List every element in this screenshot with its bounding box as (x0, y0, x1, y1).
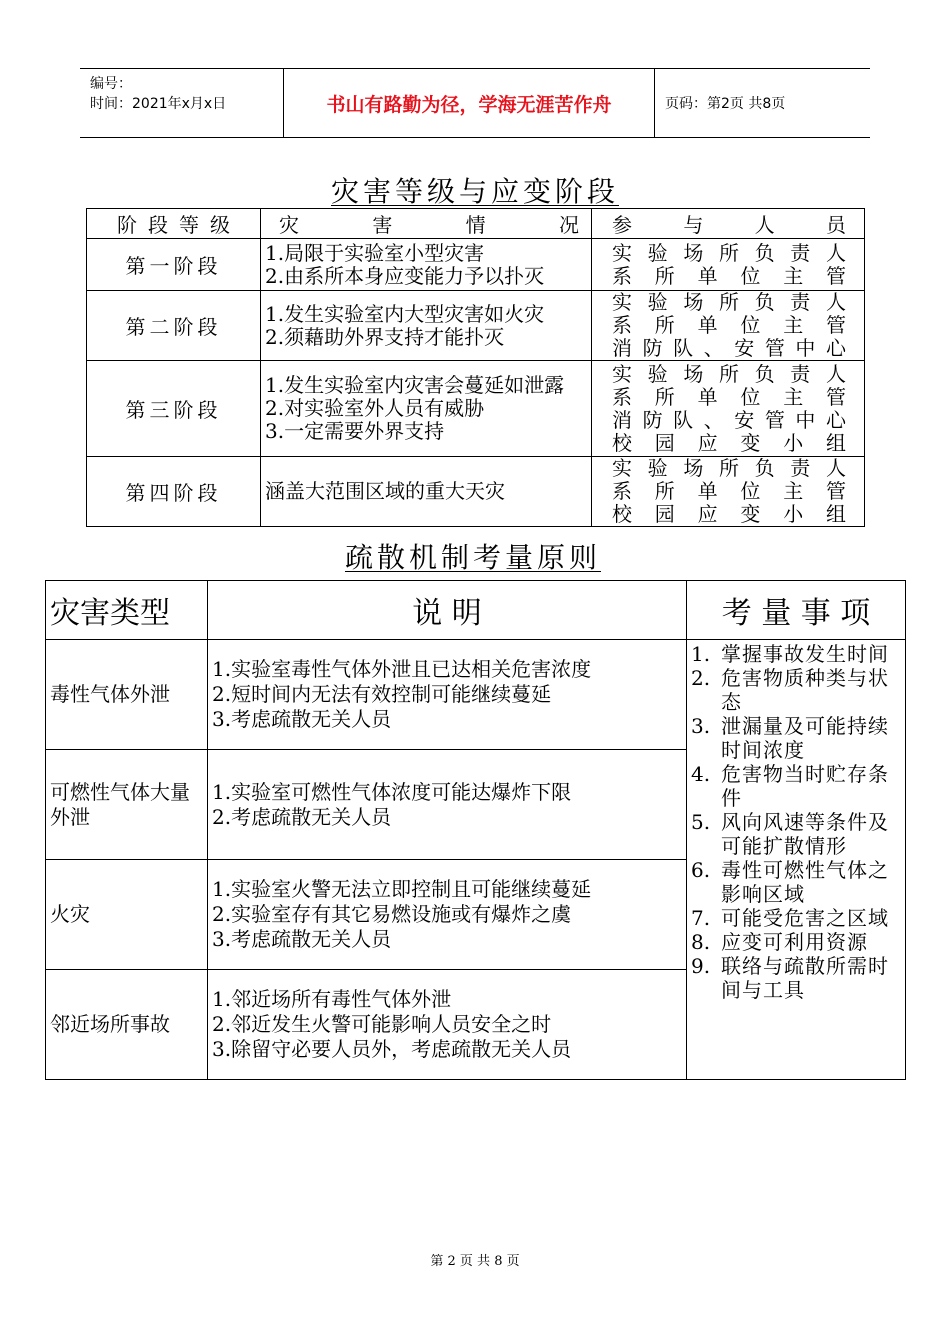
participant-line: 消 防 队 、 安 管 中 心 (612, 407, 846, 432)
stage-level-cell: 第三阶段 (87, 361, 261, 457)
disaster-type-cell: 可燃性气体大量外泄 (46, 750, 208, 860)
stage-level-cell: 第四阶段 (87, 457, 261, 527)
stage-level-cell: 第一阶段 (87, 239, 261, 291)
participant-line: 实 验 场 所 负 责 人 (612, 240, 846, 265)
list-item (687, 810, 905, 858)
disaster-situation-cell (261, 361, 592, 457)
list-item (687, 906, 905, 930)
description-cell (208, 750, 687, 860)
disaster-type-cell: 毒性气体外泄 (46, 640, 208, 750)
table-row (87, 457, 865, 527)
consideration-text: 危害物质种类与状态 (721, 666, 889, 714)
consideration-number: 1. (691, 642, 711, 666)
list-item (687, 930, 905, 954)
participants-cell (592, 291, 865, 361)
participant-line: 系 所 单 位 主 管 (612, 384, 846, 409)
header-disaster-situation: 灾 害 情 况 (261, 209, 592, 239)
table-row (87, 291, 865, 361)
header-meta (80, 69, 284, 137)
list-item (687, 642, 905, 666)
consideration-number: 6. (691, 858, 711, 882)
consideration-text: 应变可利用资源 (721, 930, 868, 954)
section-title-evacuation: 疏散机制考量原则 (344, 541, 601, 574)
description-line: 2.考虑疏散无关人员 (212, 804, 392, 829)
consideration-number: 5. (691, 810, 711, 834)
description-cell (208, 860, 687, 970)
document-number-label: 编号： (90, 76, 132, 92)
header-stage-level: 阶 段 等 级 (87, 209, 261, 239)
table-header-row (87, 209, 865, 239)
disaster-level-table (86, 208, 865, 527)
situation-line: 1.发生实验室内大型灾害如火灾 (265, 301, 545, 326)
description-line: 2.邻近发生火警可能影响人员安全之时 (212, 1012, 552, 1036)
description-line: 1.实验室火警无法立即控制且可能继续蔓延 (212, 877, 592, 901)
consideration-text: 泄漏量及可能持续时间浓度 (721, 714, 889, 762)
participant-line: 消 防 队 、 安 管 中 心 (612, 336, 846, 360)
situation-line: 3.一定需要外界支持 (265, 419, 445, 443)
participant-line: 系 所 单 位 主 管 (612, 313, 846, 337)
header-page-label: 页码：第2页 共8页 (665, 96, 786, 112)
evacuation-principles-table (45, 580, 906, 1080)
list-item (687, 666, 905, 714)
consideration-text: 掌握事故发生时间 (721, 642, 889, 666)
disaster-situation-cell (261, 291, 592, 361)
situation-line: 涵盖大范围区域的重大天灾 (265, 479, 505, 503)
table-header-row (46, 581, 906, 640)
description-cell (208, 970, 687, 1080)
description-line: 3.除留守必要人员外，考虑疏散无关人员 (212, 1037, 572, 1061)
header-description: 说 明 (208, 581, 687, 640)
participants-cell (592, 457, 865, 527)
description-line: 3.考虑疏散无关人员 (212, 707, 392, 731)
disaster-type-cell: 邻近场所事故 (46, 970, 208, 1080)
description-line: 1.邻近场所有毒性气体外泄 (212, 987, 452, 1011)
participant-line: 实 验 场 所 负 责 人 (612, 361, 846, 386)
stage-level-cell: 第二阶段 (87, 291, 261, 361)
header-disaster-type: 灾害类型 (46, 581, 208, 640)
header-considerations: 考 量 事 项 (687, 581, 906, 640)
situation-line: 2.须藉助外界支持才能扑灭 (265, 324, 505, 349)
list-item (687, 954, 905, 1002)
header-participants: 参 与 人 员 (592, 209, 865, 239)
situation-line: 1.局限于实验室小型灾害 (265, 240, 485, 265)
description-line: 2.实验室存有其它易燃设施或有爆炸之虞 (212, 902, 572, 926)
description-line: 1.实验室毒性气体外泄且已达相关危害浓度 (212, 657, 592, 681)
consideration-number: 4. (691, 762, 711, 786)
participants-cell (592, 239, 865, 291)
disaster-type-cell: 火灾 (46, 860, 208, 970)
list-item (687, 858, 905, 906)
description-cell (208, 640, 687, 750)
participant-line: 系 所 单 位 主 管 (612, 263, 846, 288)
disaster-situation-cell (261, 457, 592, 527)
description-line: 3.考虑疏散无关人员 (212, 927, 392, 951)
document-time-label: 时间：2021年x月x日 (90, 96, 227, 112)
page-header (80, 68, 870, 138)
table-row (46, 640, 906, 750)
consideration-number: 2. (691, 666, 711, 690)
participant-line: 校 园 应 变 小 组 (612, 430, 846, 455)
list-item (687, 714, 905, 762)
considerations-list (687, 642, 905, 1002)
list-item (687, 762, 905, 810)
header-motto: 书山有路勤为径，学海无涯苦作舟 (284, 69, 655, 137)
considerations-cell (687, 640, 906, 1080)
participant-line: 系 所 单 位 主 管 (612, 479, 846, 503)
participant-line: 校 园 应 变 小 组 (612, 502, 846, 526)
consideration-text: 毒性可燃性气体之影响区域 (721, 858, 889, 906)
consideration-number: 3. (691, 714, 711, 738)
consideration-text: 风向风速等条件及可能扩散情形 (721, 810, 889, 858)
situation-line: 2.由系所本身应变能力予以扑灭 (265, 263, 545, 288)
disaster-situation-cell (261, 239, 592, 291)
description-line: 2.短时间内无法有效控制可能继续蔓延 (212, 682, 552, 706)
table-row (87, 239, 865, 291)
consideration-number: 7. (691, 906, 711, 930)
situation-line: 2.对实验室外人员有威胁 (265, 396, 485, 420)
consideration-text: 危害物当时贮存条件 (721, 762, 889, 810)
consideration-number: 8. (691, 930, 711, 954)
participant-line: 实 验 场 所 负 责 人 (612, 456, 846, 480)
consideration-number: 9. (691, 954, 711, 978)
description-line: 1.实验室可燃性气体浓度可能达爆炸下限 (212, 779, 572, 804)
consideration-text: 联络与疏散所需时间与工具 (721, 954, 889, 1002)
section-title-disaster-levels: 灾害等级与应变阶段 (330, 175, 619, 208)
table-row (87, 361, 865, 457)
page-footer: 第 2 页 共 8 页 (430, 1254, 520, 1269)
situation-line: 1.发生实验室内灾害会蔓延如泄露 (265, 373, 565, 397)
participants-cell (592, 361, 865, 457)
participant-line: 实 验 场 所 负 责 人 (612, 290, 846, 314)
consideration-text: 可能受危害之区域 (721, 906, 889, 930)
